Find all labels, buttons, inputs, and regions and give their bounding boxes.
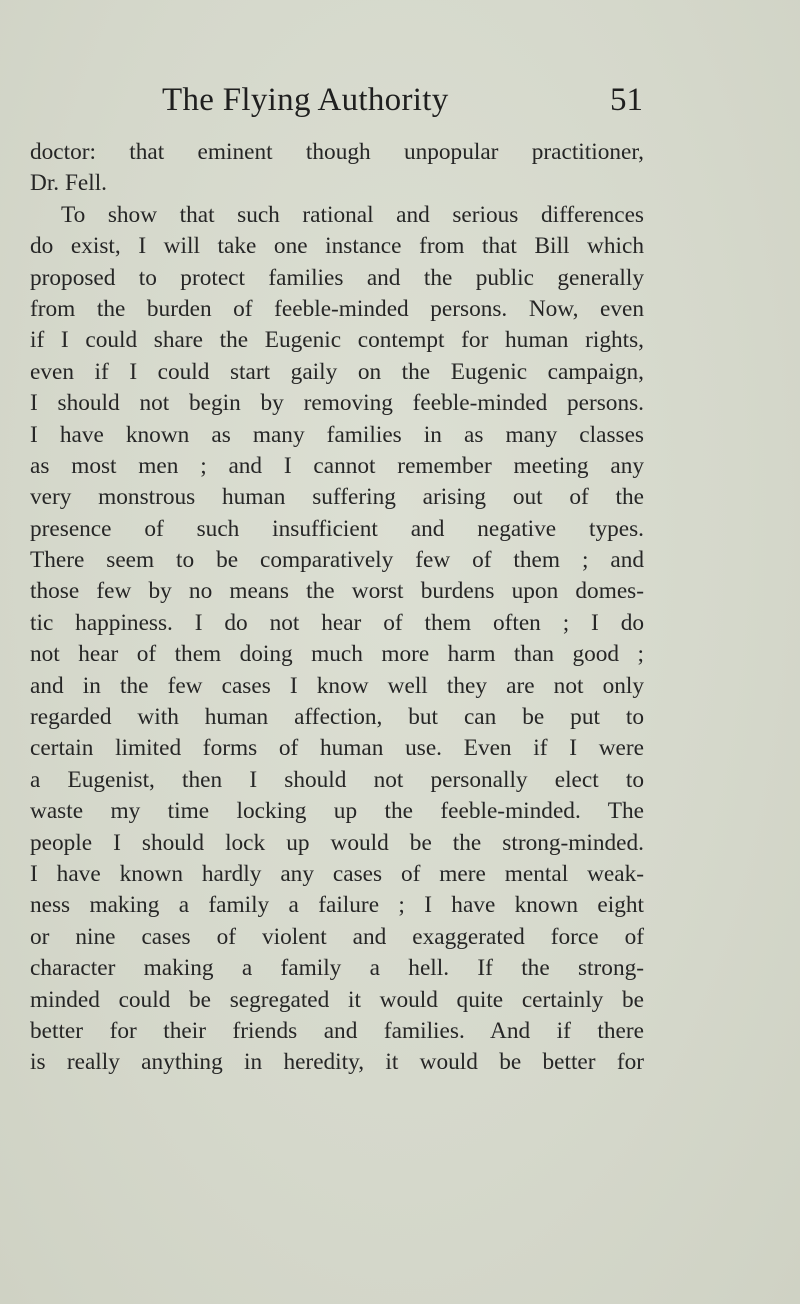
text-line: presence of such insufficient and negative types. [30, 515, 644, 542]
text-line: waste my time locking up the feeble-minded. The [30, 798, 644, 825]
text-line: I have known hardly any cases of mere mental weak- [30, 860, 644, 887]
text-line: as most men ; and I cannot remember meeting any [30, 452, 644, 479]
text-line: ness making a family a failure ; I have known eight [30, 892, 644, 919]
text-line: is really anything in heredity, it would be better for [30, 1049, 644, 1076]
text-line: and in the few cases I know well they are not only [30, 672, 644, 699]
text-line: character making a family a hell. If the strong- [30, 955, 644, 982]
text-line: proposed to protect families and the public generally [30, 264, 644, 291]
text-line: I should not begin by removing feeble-minded persons. [30, 390, 644, 417]
body-text [30, 137, 644, 1079]
text-line: do exist, I will take one instance from that Bill which [30, 233, 644, 260]
text-line: To show that such rational and serious differences [61, 201, 644, 228]
text-line: There seem to be comparatively few of them ; and [30, 547, 644, 574]
text-line: very monstrous human suffering arising out of the [30, 484, 644, 511]
text-line: those few by no means the worst burdens upon domes- [30, 578, 644, 605]
text-line: from the burden of feeble-minded persons. Now, even [30, 295, 644, 322]
text-line: I have known as many families in as many classes [30, 421, 644, 448]
running-head [0, 82, 800, 130]
text-line: people I should lock up would be the strong-minded. [30, 829, 644, 856]
text-line: or nine cases of violent and exaggerated force of [30, 923, 644, 950]
text-line: even if I could start gaily on the Eugenic campaign, [30, 358, 644, 385]
text-line: a Eugenist, then I should not personally elect to [30, 766, 644, 793]
text-line: regarded with human affection, but can be put to [30, 704, 644, 731]
text-line: doctor: that eminent though unpopular practitioner, [30, 139, 644, 165]
text-line: tic happiness. I do not hear of them often ; I do [30, 609, 644, 636]
text-line: Dr. Fell. [30, 170, 108, 197]
running-title: The Flying Authority [162, 82, 449, 118]
text-line: certain limited forms of human use. Even if I were [30, 735, 644, 762]
text-line: better for their friends and families. And if there [30, 1017, 644, 1044]
text-line: not hear of them doing much more harm than good ; [30, 641, 644, 668]
page-number: 51 [610, 82, 643, 118]
text-line: if I could share the Eugenic contempt for human rights, [30, 327, 644, 354]
text-line: minded could be segregated it would quite certainly be [30, 986, 644, 1013]
